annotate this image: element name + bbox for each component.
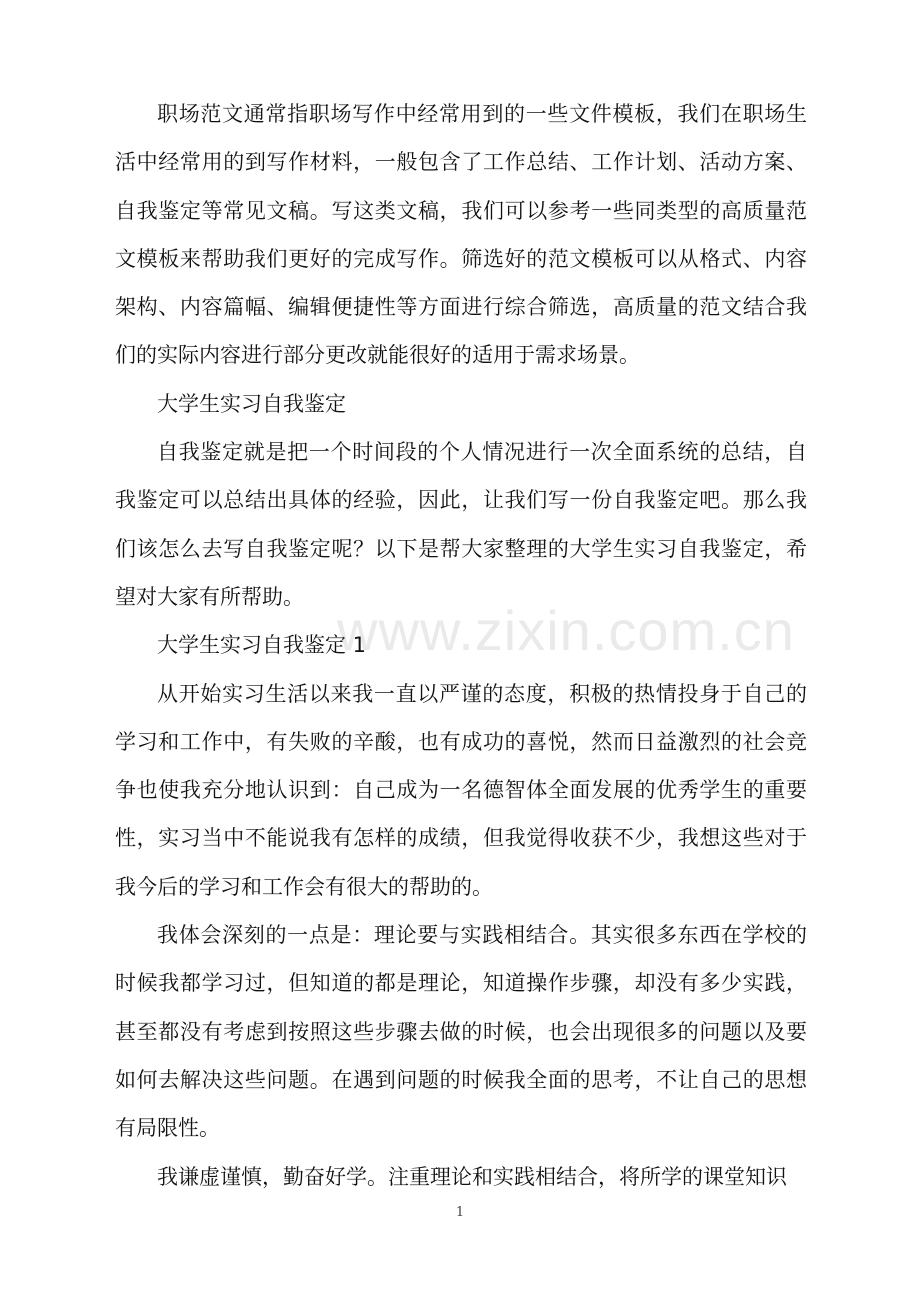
page-number: 1 (455, 1205, 465, 1220)
body-paragraph-1: 从开始实习生活以来我一直以严谨的态度，积极的热情投身于自己的学习和工作中，有失败的辛酸，也有成功的喜悦，然而日益激烈的社会竞争也使我充分地认识到：自己成为一名德智体全面发展的优秀学生的重要性，实习当中不能说我有怎样的成绩，但我觉得收获不少，我想这些对于我今后的学习和工作会有很大的帮助的。 (115, 681, 807, 899)
watermark: www.zixin.com.cn (337, 599, 795, 662)
document-body (115, 90, 807, 1201)
intro-paragraph: 职场范文通常指职场写作中经常用到的一些文件模板，我们在职场生活中经常用的到写作材料，一般包含了工作总结、工作计划、活动方案、自我鉴定等常见文稿。写这类文稿，我们可以参考一些同类型的高质量范文模板来帮助我们更好的完成写作。筛选好的范文模板可以从格式、内容架构、内容篇幅、编辑便捷性等方面进行综合筛选，高质量的范文结合我们的实际内容进行部分更改就能很好的适用于需求场景。 (115, 102, 807, 368)
document-title: 大学生实习自我鉴定 (157, 391, 346, 416)
section-heading: 大学生实习自我鉴定 1 (157, 633, 367, 658)
body-paragraph-2: 我体会深刻的一点是：理论要与实践相结合。其实很多东西在学校的时候我都学习过，但知道的都是理论，知道操作步骤，却没有多少实践，甚至都没有考虑到按照这些步骤去做的时候，也会出现很多的问题以及要如何去解决这些问题。在遇到问题的时候我全面的思考，不让自己的思想有局限性。 (115, 923, 807, 1141)
body-paragraph-3: 我谦虚谨慎，勤奋好学。注重理论和实践相结合，将所学的课堂知识 (157, 1164, 787, 1189)
description-paragraph: 自我鉴定就是把一个时间段的个人情况进行一次全面系统的总结，自我鉴定可以总结出具体的经验，因此，让我们写一份自我鉴定吧。那么我们该怎么去写自我鉴定呢？以下是帮大家整理的大学生实习自我鉴定，希望对大家有所帮助。 (115, 440, 807, 609)
